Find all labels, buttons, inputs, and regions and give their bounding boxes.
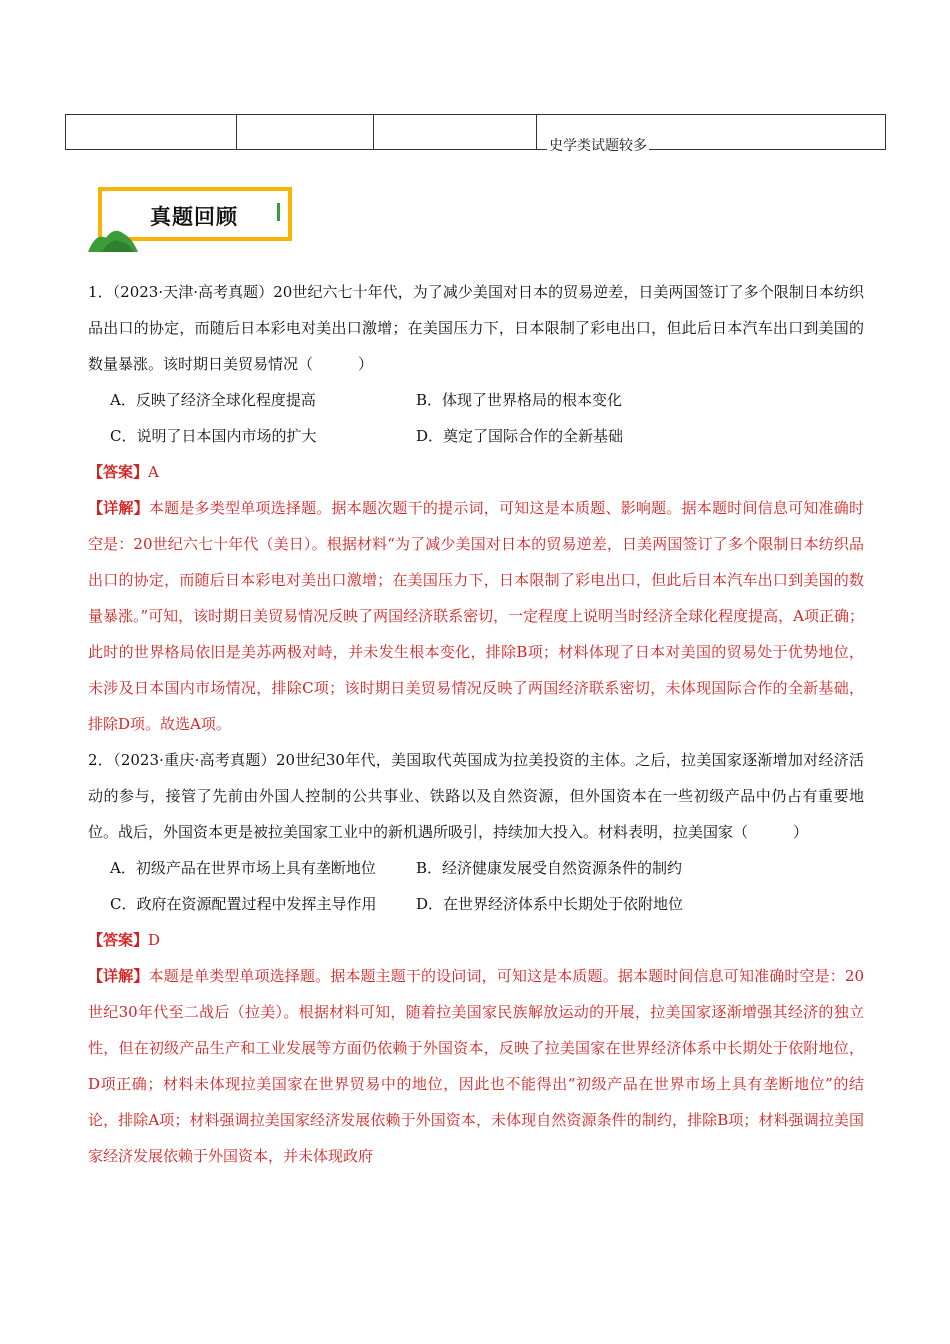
question-stem: 2．（2023·重庆·高考真题）20世纪30年代，美国取代英国成为拉美投资的主体。之后，拉美国家逐渐增加对经济活动的参与，接管了先前由外国人控制的公共事业、铁路以及自然资源，但外国资本在一些初级产品中仍占有重要地位。战后，外国资本更是被拉美国家工业中的新机遇所吸引，持续加大投入。材料表明，拉美国家（ ） — [88, 751, 864, 841]
answer-line — [88, 454, 864, 490]
question-2 — [88, 742, 864, 1174]
option-b[interactable]: B．经济健康发展受自然资源条件的制约 — [416, 859, 683, 877]
option-a[interactable]: A．反映了经济全球化程度提高 — [110, 391, 316, 409]
option-d[interactable]: D．奠定了国际合作的全新基础 — [416, 427, 624, 445]
answer-line — [88, 922, 864, 958]
hills-icon — [88, 224, 138, 252]
answer-value: A — [148, 463, 159, 481]
option-row — [88, 886, 864, 922]
detail-label: 【详解】 — [88, 499, 149, 517]
option-list — [88, 850, 864, 922]
questions-container — [88, 274, 864, 1174]
option-row — [88, 418, 864, 454]
question-stem: 1．（2023·天津·高考真题）20世纪六七十年代，为了减少美国对日本的贸易逆差，日美两国签订了多个限制日本纺织品出口的协定，而随后日本彩电对美出口激增；在美国压力下，日本限制了彩电出口，但此后日本汽车出口到美国的数量暴涨。该时期日美贸易情况（ ） — [88, 283, 864, 373]
detail-paragraph — [88, 490, 864, 742]
option-c[interactable]: C．政府在资源配置过程中发挥主导作用 — [110, 895, 377, 913]
table-cell-text: 史学类试题较多 — [547, 135, 649, 155]
option-c[interactable]: C．说明了日本国内市场的扩大 — [110, 427, 317, 445]
answer-value: D — [148, 931, 161, 949]
option-row — [88, 850, 864, 886]
answer-label: 【答案】 — [88, 463, 149, 481]
detail-paragraph — [88, 958, 864, 1174]
detail-label: 【详解】 — [88, 967, 149, 985]
table-cell — [537, 115, 886, 154]
section-title: 真题回顾 — [150, 205, 238, 229]
table-cell — [237, 115, 374, 150]
table-cell — [374, 115, 537, 150]
option-list — [88, 382, 864, 454]
option-row — [88, 382, 864, 418]
table-cell — [66, 115, 237, 150]
option-b[interactable]: B．体现了世界格局的根本变化 — [416, 391, 623, 409]
question-1 — [88, 274, 864, 742]
answer-label: 【答案】 — [88, 931, 149, 949]
option-a[interactable]: A．初级产品在世界市场上具有垄断地位 — [110, 859, 376, 877]
banner-accent — [277, 203, 280, 221]
header-table — [65, 114, 886, 154]
detail-text: 本题是多类型单项选择题。据本题次题干的提示词，可知这是本质题、影响题。据本题时间信息可知准确时空是：20世纪六七十年代（美日）。根据材料“为了减少美国对日本的贸易逆差，日美两国签订了多个限制日本纺织品出口的协定，而随后日本彩电对美出口激增；在美国压力下，日本限制了彩电出口，但此后日本汽车出口到美国的数量暴涨。”可知，该时期日美贸易情况反映了两国经济联系密切，一定程度上说明当时经济全球化程度提高，A项正确；此时的世界格局依旧是美苏两极对峙，并未发生根本变化，排除B项；材料体现了日本对美国的贸易处于优势地位，未涉及日本国内市场情况，排除C项；该时期日美贸易情况反映了两国经济联系密切，未体现国际合作的全新基础，排除D项。故选A项。 — [88, 499, 865, 733]
table-row — [66, 115, 886, 150]
option-d[interactable]: D．在世界经济体系中长期处于依附地位 — [416, 895, 684, 913]
detail-text: 本题是单类型单项选择题。据本题主题干的设问词，可知这是本质题。据本题时间信息可知准确时空是：20世纪30年代至二战后（拉美）。根据材料可知，随着拉美国家民族解放运动的开展，拉美国家逐渐增强其经济的独立性，但在初级产品生产和工业发展等方面仍依赖于外国资本，反映了拉美国家在世界经济体系中长期处于依附地位，D项正确；材料未体现拉美国家在世界贸易中的地位，因此也不能得出“初级产品在世界市场上具有垄断地位”的结论，排除A项；材料强调拉美国家经济发展依赖于外国资本，未体现自然资源条件的制约，排除B项；材料强调拉美国家经济发展依赖于外国资本，并未体现政府 — [88, 967, 864, 1165]
